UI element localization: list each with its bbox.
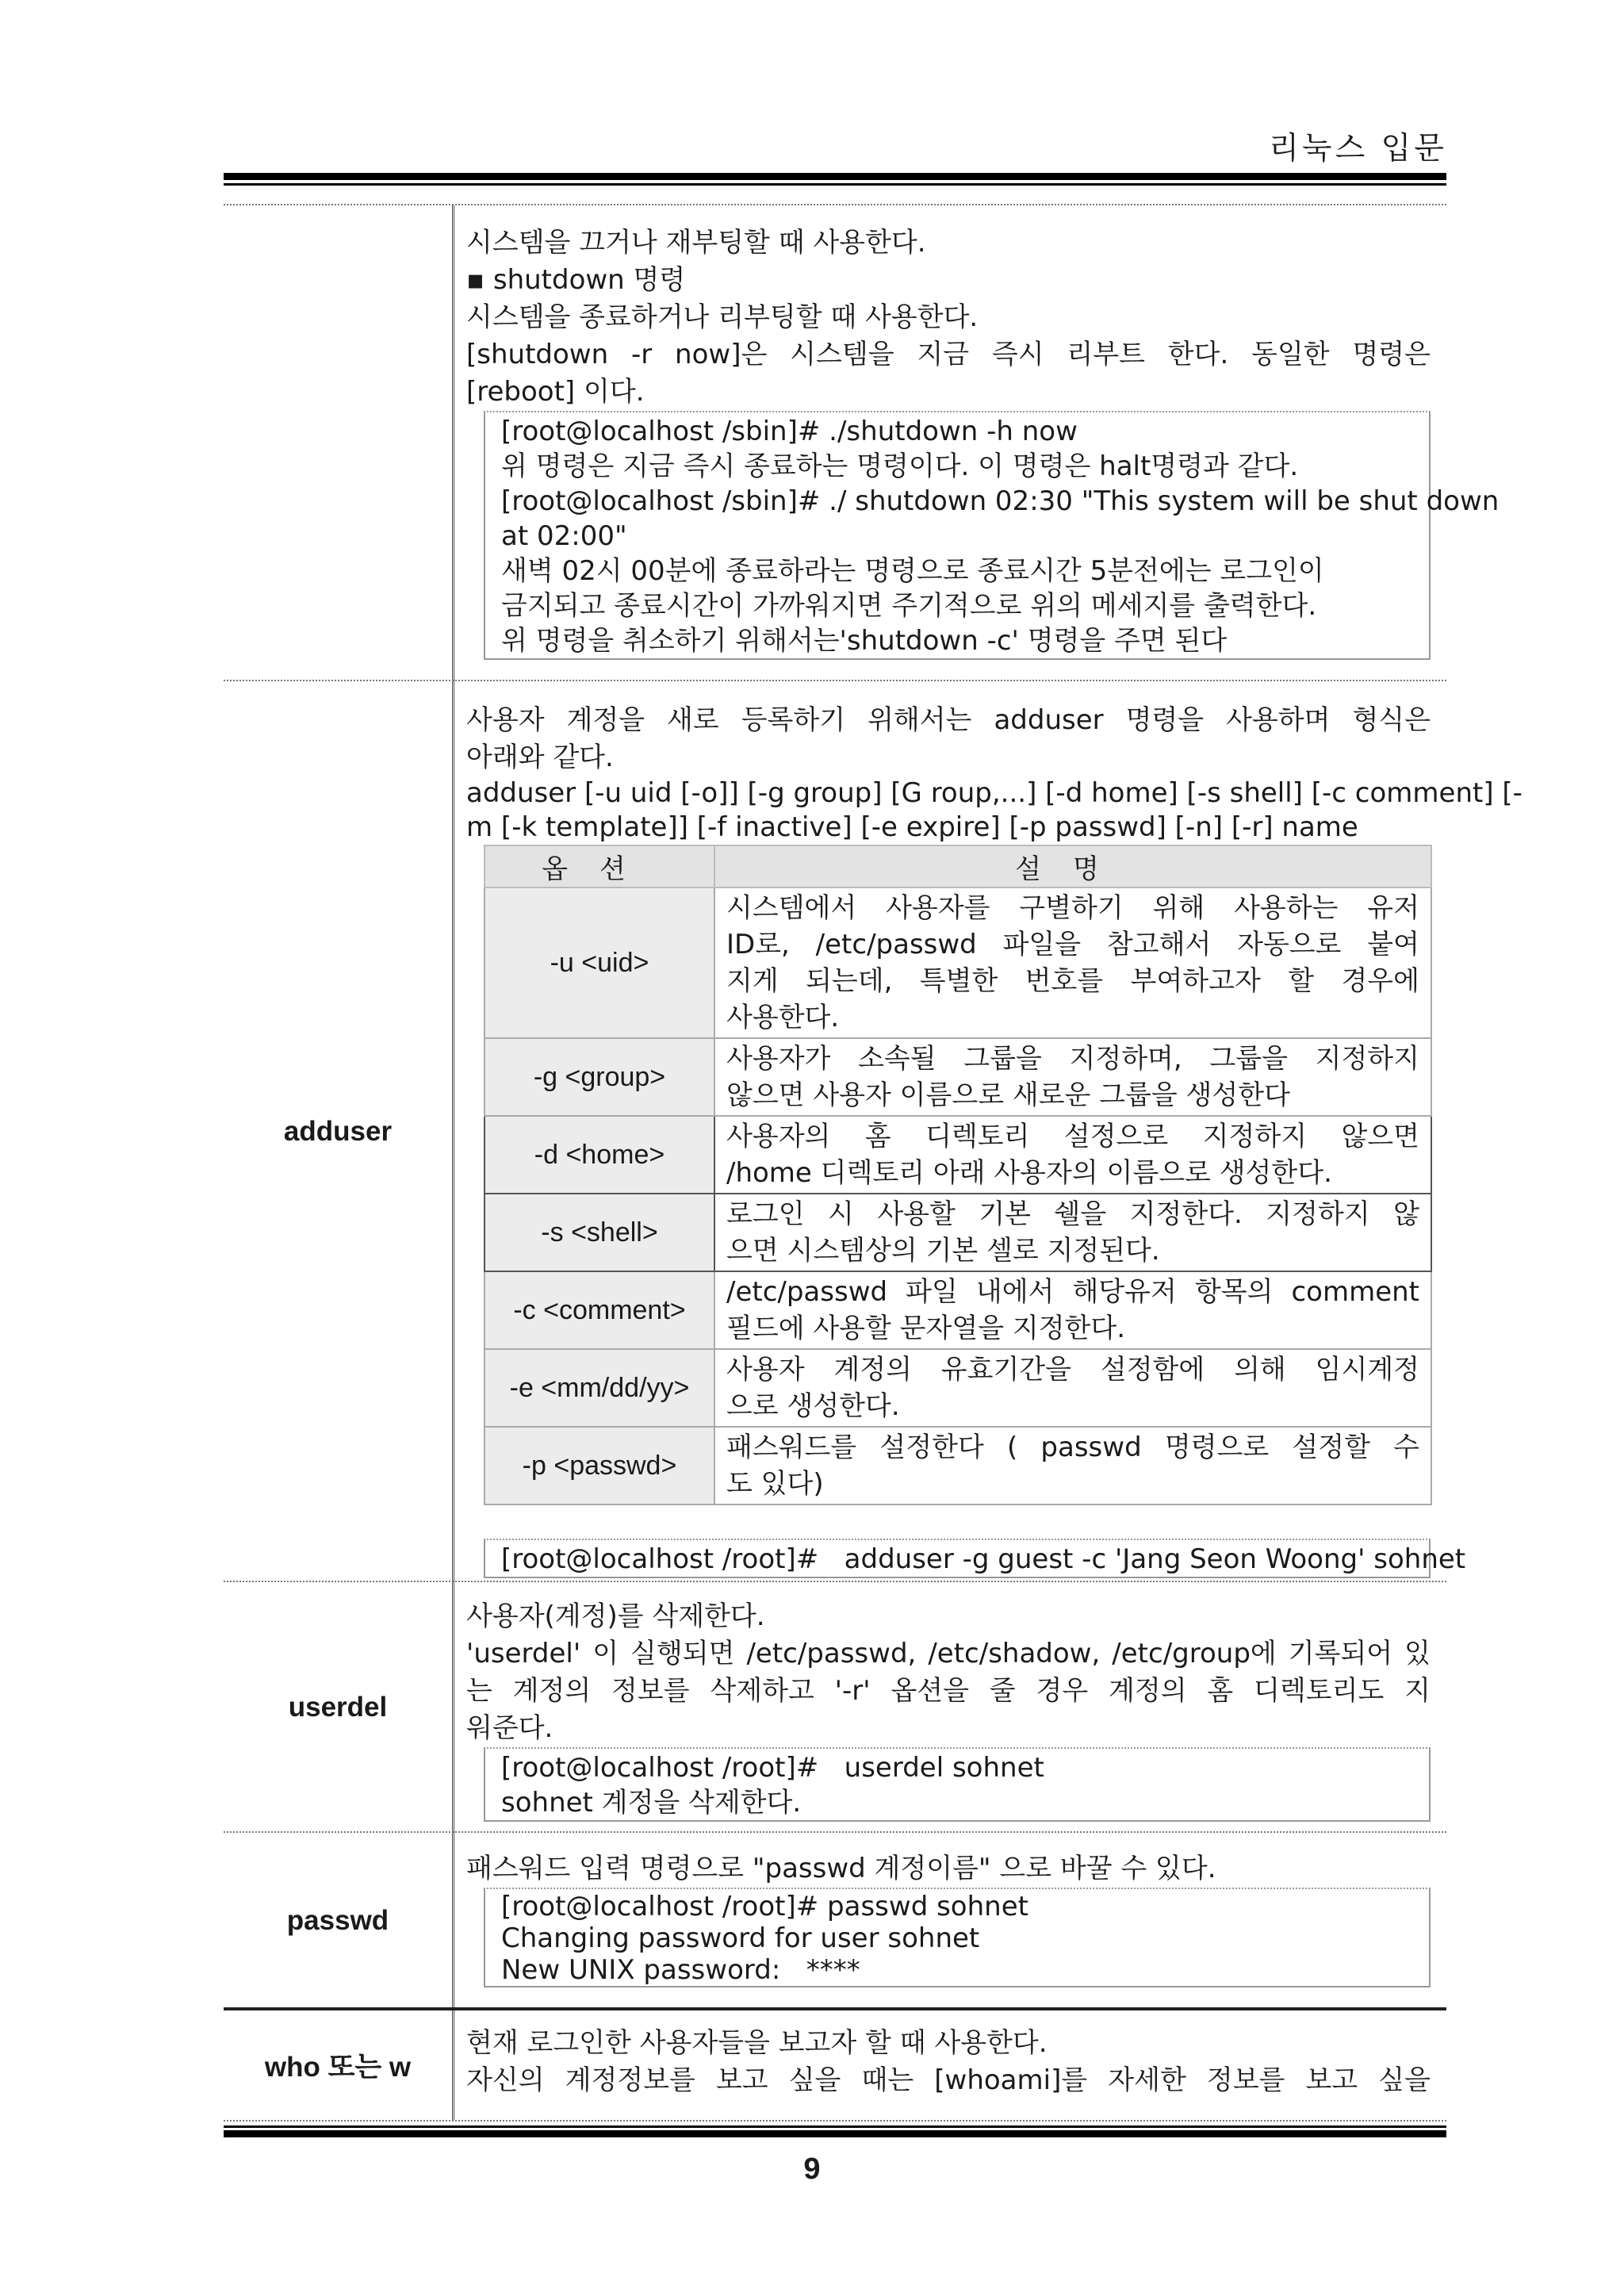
row-label: userdel [224,1582,454,1833]
option-description [714,1427,1431,1504]
text-line: 자신의 계정정보를 보고 싶을 때는 [whoami]를 자세한 정보를 보고 싶을 [466,2064,1431,2096]
desc-line: 으면 시스템상의 기본 셀로 지정된다. [726,1235,1160,1267]
option-name: -u <uid> [485,887,714,1038]
header-description: 설명 [714,845,1431,887]
table-row-userdel [224,1581,1446,1833]
code-line: [root@localhost /root]# adduser -g guest -c 'Jang Seon Woong' sohnet [501,1543,1466,1575]
code-line: [root@localhost /sbin]# ./ shutdown 02:30 "This system will be shut down [501,485,1500,517]
header-option: 옵션 [485,845,714,887]
option-name: -c <comment> [485,1271,714,1349]
command-example-box [484,1888,1431,1987]
row-label: adduser [224,681,454,1582]
desc-line: 패스워드를 설정한다 ( passwd 명령으로 설정할 수 [726,1432,1419,1463]
text-line: 아래와 같다. [466,742,614,773]
page-header-title: 리눅스 입문 [1269,131,1447,167]
syntax-line: m [-k template]] [-f inactive] [-e expire] [-p passwd] [-n] [-r] name [466,811,1358,843]
desc-line: 사용자가 소속될 그룹을 지정하며, 그룹을 지정하지 [726,1043,1419,1075]
desc-line: 않으면 사용자 이름으로 새로운 그룹을 생성한다 [726,1079,1290,1111]
text-line: 는 계정의 정보를 삭제하고 '-r' 옵션을 줄 경우 계정의 홈 디렉토리도 지 [466,1675,1431,1707]
code-line: 위 명령은 지금 즉시 종료하는 명령이다. 이 명령은 halt명령과 같다. [501,450,1299,482]
code-line: New UNIX password: **** [501,1954,860,1986]
text-line: 사용자(계정)를 삭제한다. [466,1600,765,1632]
option-name: -g <group> [485,1038,714,1116]
code-line: sohnet 계정을 삭제한다. [501,1787,802,1819]
text-line: 패스워드 입력 명령으로 "passwd 계정이름" 으로 바꿀 수 있다. [466,1853,1216,1884]
desc-line: /etc/passwd 파일 내에서 해당유저 항목의 comment [726,1276,1419,1308]
option-name: -d <home> [485,1116,714,1194]
text-line: 현재 로그인한 사용자들을 보고자 할 때 사용한다. [466,2027,1048,2059]
desc-line: 사용자의 홈 디렉토리 설정으로 지정하지 않으면 [726,1121,1419,1152]
table-row-who [224,2007,1446,2122]
footer-rule-thin [224,2125,1446,2128]
option-row [485,1038,1431,1116]
desc-line: 으로 생성한다. [726,1390,900,1422]
row-label: who 또는 w [224,2010,454,2120]
code-line: [root@localhost /sbin]# ./shutdown -h now [501,416,1078,447]
option-description [714,1271,1431,1349]
desc-line: 사용한다. [726,1002,840,1033]
desc-line: /home 디렉토리 아래 사용자의 이름으로 생성한다. [726,1157,1332,1189]
desc-line: 도 있다) [726,1468,824,1500]
code-line: at 02:00" [501,520,627,552]
text-line: ▪ shutdown 명령 [466,264,686,296]
option-name: -e <mm/dd/yy> [485,1349,714,1427]
row-label [224,205,454,681]
page-number: 9 [803,2152,821,2186]
footer-rule-thick [224,2130,1446,2137]
option-description [714,887,1431,1038]
text-line: 시스템을 종료하거나 리부팅할 때 사용한다. [466,301,979,333]
header-rule-thick [224,173,1446,180]
desc-line: 시스템에서 사용자를 구별하기 위해 사용하는 유저 [726,892,1419,924]
code-line: [root@localhost /root]# userdel sohnet [501,1752,1044,1784]
option-row [485,887,1431,1038]
code-line: [root@localhost /root]# passwd sohnet [501,1891,1028,1922]
header-rule-thin [224,183,1446,186]
option-description [714,1349,1431,1427]
text-line: 워준다. [466,1712,553,1744]
option-description [714,1038,1431,1116]
option-row [485,1194,1431,1271]
desc-line: ID로, /etc/passwd 파일을 참고해서 자동으로 붙여 [726,929,1419,960]
command-example-box [484,1539,1466,1578]
table-row-adduser [224,680,1522,1582]
text-line: [reboot] 이다. [466,376,645,408]
text-line: [shutdown -r now]은 시스템을 지금 즉시 리부트 한다. 동일한 명령은 [466,339,1431,370]
code-line: 새벽 02시 00분에 종료하라는 명령으로 종료시간 5분전에는 로그인이 [501,555,1324,587]
text-line: 사용자 계정을 새로 등록하기 위해서는 adduser 명령을 사용하며 형식은 [466,704,1431,736]
command-example-box [484,411,1500,660]
desc-line: 필드에 사용할 문자열을 지정한다. [726,1313,1126,1344]
code-line: 위 명령을 취소하기 위해서는'shutdown -c' 명령을 주면 된다 [501,625,1228,657]
text-line: 'userdel' 이 실행되면 /etc/passwd, /etc/shadow, /etc/group에 기록되어 있 [466,1638,1431,1669]
option-row [485,1116,1431,1194]
syntax-line: adduser [-u uid [-o]] [-g group] [G roup,...] [-d home] [-s shell] [-c comment] [- [466,777,1522,809]
code-line: Changing password for user sohnet [501,1922,980,1954]
table-row-passwd [224,1831,1446,2009]
row-label: passwd [224,1833,454,2009]
option-description [714,1194,1431,1271]
code-line: 금지되고 종료시간이 가까워지면 주기적으로 위의 메세지를 출력한다. [501,590,1317,622]
desc-line: 지게 되는데, 특별한 번호를 부여하고자 할 경우에 [726,965,1419,997]
desc-line: 로그인 시 사용할 기본 쉘을 지정한다. 지정하지 않 [726,1198,1419,1230]
option-description [714,1116,1431,1194]
option-name: -s <shell> [485,1194,714,1271]
command-example-box [484,1747,1431,1822]
table-row-shutdown [224,204,1500,681]
options-table [484,845,1432,1505]
option-row [485,1349,1431,1427]
desc-line: 사용자 계정의 유효기간을 설정함에 의해 임시계정 [726,1354,1419,1386]
option-row [485,1271,1431,1349]
option-name: -p <passwd> [485,1427,714,1504]
text-line: 시스템을 끄거나 재부팅할 때 사용한다. [466,227,926,259]
options-table-header [485,845,1431,887]
option-row [485,1427,1431,1504]
